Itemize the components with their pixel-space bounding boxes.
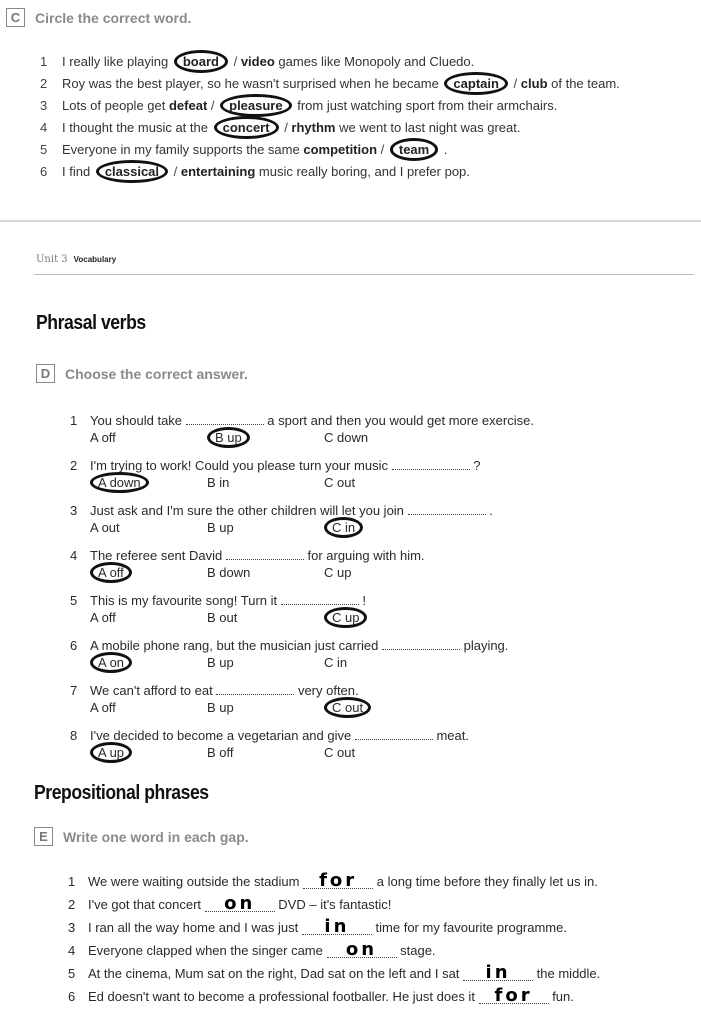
item-text <box>62 162 470 181</box>
question-sentence <box>90 457 480 474</box>
option-label: B up <box>207 520 234 535</box>
heading-phrasal-verbs: Phrasal verbs <box>36 312 146 334</box>
question-item <box>70 412 670 457</box>
sentence-start: Everyone in my family supports the same <box>62 142 300 157</box>
option-c[interactable] <box>324 744 441 762</box>
answer-options <box>70 654 670 672</box>
option-a[interactable] <box>90 519 207 537</box>
item-number: 3 <box>68 920 76 935</box>
question-sentence <box>90 547 425 564</box>
unit-number: Unit 3 <box>36 254 68 265</box>
answer-gap <box>186 413 264 425</box>
option-c[interactable] <box>324 519 441 537</box>
option-word[interactable]: club <box>520 76 548 91</box>
option-separator: / <box>207 98 219 113</box>
sentence-start: Everyone clapped when the singer came <box>88 943 323 958</box>
option-label: B down <box>207 565 251 580</box>
option-a[interactable] <box>90 744 207 762</box>
option-label: C out <box>324 745 356 760</box>
question-sentence <box>90 727 469 744</box>
option-separator: / <box>377 142 388 157</box>
option-separator: / <box>229 54 241 69</box>
option-b[interactable] <box>207 654 324 672</box>
option-c[interactable] <box>324 699 441 717</box>
option-word[interactable]: rhythm <box>291 120 336 135</box>
question-text <box>70 682 670 699</box>
gap-fill-item <box>68 893 688 916</box>
section-c-panel <box>0 0 701 222</box>
sentence-end: fun. <box>552 989 574 1004</box>
item-text <box>88 939 436 962</box>
sentence-start: Ed doesn't want to become a professional footballer. He just does it <box>88 989 475 1004</box>
item-number: 3 <box>40 98 48 113</box>
list-item <box>40 52 680 71</box>
sentence-start: Lots of people get <box>62 98 166 113</box>
item-number: 6 <box>40 164 48 179</box>
option-label: A on <box>90 652 132 673</box>
handwritten-answer[interactable]: on <box>205 897 275 912</box>
option-label: C out <box>324 475 356 490</box>
sentence-end: we went to last night was great. <box>339 120 521 135</box>
sentence-start: I ran all the way home and I was just <box>88 920 299 935</box>
option-b[interactable] <box>207 744 324 762</box>
option-label: C up <box>324 607 367 628</box>
section-e-title: Write one word in each gap. <box>63 828 249 845</box>
sentence-end: DVD – it's fantastic! <box>278 897 392 912</box>
question-item <box>70 727 670 772</box>
answer-options <box>70 519 670 537</box>
item-text <box>62 140 447 159</box>
option-word[interactable]: concert <box>214 116 279 139</box>
item-number: 6 <box>68 989 76 1004</box>
section-d-header <box>36 364 248 383</box>
section-c-title: Circle the correct word. <box>35 9 192 26</box>
question-text <box>70 412 670 429</box>
sentence-end: for arguing with him. <box>307 548 425 563</box>
list-item <box>40 118 680 137</box>
option-label: B off <box>207 745 234 760</box>
question-text <box>70 637 670 654</box>
answer-gap <box>216 683 294 695</box>
item-number: 1 <box>40 54 48 69</box>
option-word[interactable]: defeat <box>168 98 208 113</box>
option-a[interactable] <box>90 609 207 627</box>
sentence-start: I thought the music at the <box>62 120 208 135</box>
sentence-end: meat. <box>436 728 469 743</box>
sentence-end: a long time before they finally let us in. <box>376 874 598 889</box>
option-b[interactable] <box>207 429 324 447</box>
sentence-end: a sport and then you would get more exercise. <box>267 413 534 428</box>
heading-prepositional-phrases: Prepositional phrases <box>34 782 209 804</box>
header-rule <box>34 274 694 275</box>
question-text <box>70 727 670 744</box>
question-item <box>70 637 670 682</box>
answer-gap <box>392 458 470 470</box>
answer-gap <box>408 503 486 515</box>
question-number: 4 <box>70 548 78 563</box>
item-text <box>62 96 557 115</box>
answer-gap <box>226 548 304 560</box>
list-item <box>40 74 680 93</box>
sentence-start: A mobile phone rang, but the musician just carried <box>90 638 379 653</box>
section-e-header <box>34 827 249 846</box>
option-a[interactable] <box>90 474 207 492</box>
list-item <box>40 140 680 159</box>
item-text <box>62 52 474 71</box>
item-text <box>62 118 520 137</box>
question-sentence <box>90 412 534 429</box>
item-text <box>62 74 620 93</box>
list-item <box>40 162 680 181</box>
gap-fill-item <box>68 870 688 893</box>
item-number: 4 <box>68 943 76 958</box>
sentence-end: games like Monopoly and Cluedo. <box>278 54 475 69</box>
item-number: 5 <box>40 142 48 157</box>
list-item <box>40 96 680 115</box>
gap-fill-item <box>68 916 688 939</box>
sentence-end: time for my favourite programme. <box>375 920 567 935</box>
section-e-letter: E <box>34 827 53 846</box>
section-d-list <box>70 412 670 772</box>
sentence-end: of the team. <box>551 76 620 91</box>
option-a[interactable] <box>90 654 207 672</box>
item-number: 4 <box>40 120 48 135</box>
section-e-list <box>68 870 688 1008</box>
section-c-list <box>40 52 680 184</box>
option-label: B up <box>207 427 250 448</box>
sentence-start: We can't afford to eat <box>90 683 213 698</box>
option-label: A up <box>90 742 132 763</box>
question-sentence <box>90 592 366 609</box>
sentence-end: ? <box>473 458 481 473</box>
sentence-start: We were waiting outside the stadium <box>88 874 300 889</box>
option-label: B up <box>207 700 234 715</box>
option-separator: / <box>280 120 292 135</box>
sentence-start: I've got that concert <box>88 897 202 912</box>
answer-options <box>70 699 670 717</box>
sentence-end: playing. <box>463 638 509 653</box>
question-item <box>70 682 670 727</box>
sentence-start: I really like playing <box>62 54 169 69</box>
item-text <box>88 893 391 916</box>
item-text <box>88 962 600 985</box>
question-item <box>70 547 670 592</box>
item-number: 5 <box>68 966 76 981</box>
answer-options <box>70 744 670 762</box>
answer-gap <box>382 638 460 650</box>
option-c[interactable] <box>324 564 441 582</box>
option-b[interactable] <box>207 564 324 582</box>
option-label: B up <box>207 655 234 670</box>
unit-label: Vocabulary <box>73 255 117 264</box>
sentence-end: music really boring, and I prefer pop. <box>258 164 470 179</box>
sentence-end: from just watching sport from their armchairs. <box>297 98 558 113</box>
option-c[interactable] <box>324 429 441 447</box>
option-label: A down <box>90 472 149 493</box>
answer-options <box>70 429 670 447</box>
question-text <box>70 502 670 519</box>
option-a[interactable] <box>90 429 207 447</box>
option-word[interactable]: pleasure <box>220 94 291 117</box>
option-separator: / <box>170 164 181 179</box>
item-text <box>88 916 567 939</box>
handwritten-answer[interactable]: in <box>302 920 372 935</box>
option-b[interactable] <box>207 609 324 627</box>
question-sentence <box>90 682 359 699</box>
option-label: A off <box>90 700 116 715</box>
option-c[interactable] <box>324 654 441 672</box>
sentence-start: Roy was the best player, so he wasn't surprised when he became <box>62 76 439 91</box>
sentence-start: I find <box>62 164 91 179</box>
question-number: 6 <box>70 638 78 653</box>
question-sentence <box>90 637 508 654</box>
gap-fill-item <box>68 985 688 1008</box>
option-label: C in <box>324 655 348 670</box>
option-a[interactable] <box>90 699 207 717</box>
answer-gap <box>281 593 359 605</box>
question-item <box>70 502 670 547</box>
sentence-end: very often. <box>297 683 359 698</box>
sentence-start: I've decided to become a vegetarian and give <box>90 728 352 743</box>
question-text <box>70 457 670 474</box>
option-label: B out <box>207 610 238 625</box>
option-label: B in <box>207 475 230 490</box>
sentence-start: The referee sent David <box>90 548 223 563</box>
option-c[interactable] <box>324 609 441 627</box>
sentence-end: the middle. <box>536 966 601 981</box>
vocabulary-page <box>0 236 701 1023</box>
option-word[interactable]: video <box>240 54 275 69</box>
unit-header <box>36 254 116 265</box>
option-c[interactable] <box>324 474 441 492</box>
option-word[interactable]: classical <box>96 160 168 183</box>
question-number: 2 <box>70 458 78 473</box>
question-number: 5 <box>70 593 78 608</box>
sentence-end: . <box>443 142 448 157</box>
question-item <box>70 457 670 502</box>
handwritten-answer[interactable]: for <box>303 874 373 889</box>
item-number: 1 <box>68 874 76 889</box>
question-number: 7 <box>70 683 78 698</box>
section-c-header <box>6 8 191 27</box>
sentence-end: . <box>489 503 493 518</box>
sentence-start: This is my favourite song! Turn it <box>90 593 278 608</box>
sentence-start: You should take <box>90 413 183 428</box>
question-number: 8 <box>70 728 78 743</box>
question-number: 3 <box>70 503 78 518</box>
option-label: C down <box>324 430 369 445</box>
answer-options <box>70 474 670 492</box>
option-word[interactable]: competition <box>303 142 378 157</box>
item-text <box>88 870 598 893</box>
sentence-end: ! <box>362 593 366 608</box>
option-word[interactable]: captain <box>444 72 508 95</box>
question-item <box>70 592 670 637</box>
question-sentence <box>90 502 493 519</box>
item-number: 2 <box>40 76 48 91</box>
option-b[interactable] <box>207 699 324 717</box>
section-d-title: Choose the correct answer. <box>65 365 248 382</box>
option-word[interactable]: board <box>174 50 228 73</box>
sentence-start: Just ask and I'm sure the other children will let you join <box>90 503 404 518</box>
option-b[interactable] <box>207 519 324 537</box>
option-b[interactable] <box>207 474 324 492</box>
answer-gap <box>355 728 433 740</box>
option-a[interactable] <box>90 564 207 582</box>
option-word[interactable]: team <box>390 138 438 161</box>
handwritten-answer[interactable]: for <box>479 989 549 1004</box>
question-text <box>70 547 670 564</box>
question-number: 1 <box>70 413 78 428</box>
option-label: A off <box>90 610 116 625</box>
item-number: 2 <box>68 897 76 912</box>
option-label: A out <box>90 520 120 535</box>
option-label: A off <box>90 430 116 445</box>
sentence-end: stage. <box>400 943 436 958</box>
sentence-start: I'm trying to work! Could you please turn your music <box>90 458 388 473</box>
section-c-letter: C <box>6 8 25 27</box>
gap-fill-item <box>68 939 688 962</box>
option-label: C up <box>324 565 352 580</box>
sentence-start: At the cinema, Mum sat on the right, Dad sat on the left and I sat <box>88 966 460 981</box>
section-d-letter: D <box>36 364 55 383</box>
answer-options <box>70 609 670 627</box>
answer-options <box>70 564 670 582</box>
option-separator: / <box>509 76 521 91</box>
question-text <box>70 592 670 609</box>
gap-fill-item <box>68 962 688 985</box>
handwritten-answer[interactable]: on <box>327 943 397 958</box>
option-label: A off <box>90 562 132 583</box>
option-word[interactable]: entertaining <box>180 164 256 179</box>
option-label: C out <box>324 697 371 718</box>
option-label: C in <box>324 517 363 538</box>
handwritten-answer[interactable]: in <box>463 966 533 981</box>
item-text <box>88 985 574 1008</box>
